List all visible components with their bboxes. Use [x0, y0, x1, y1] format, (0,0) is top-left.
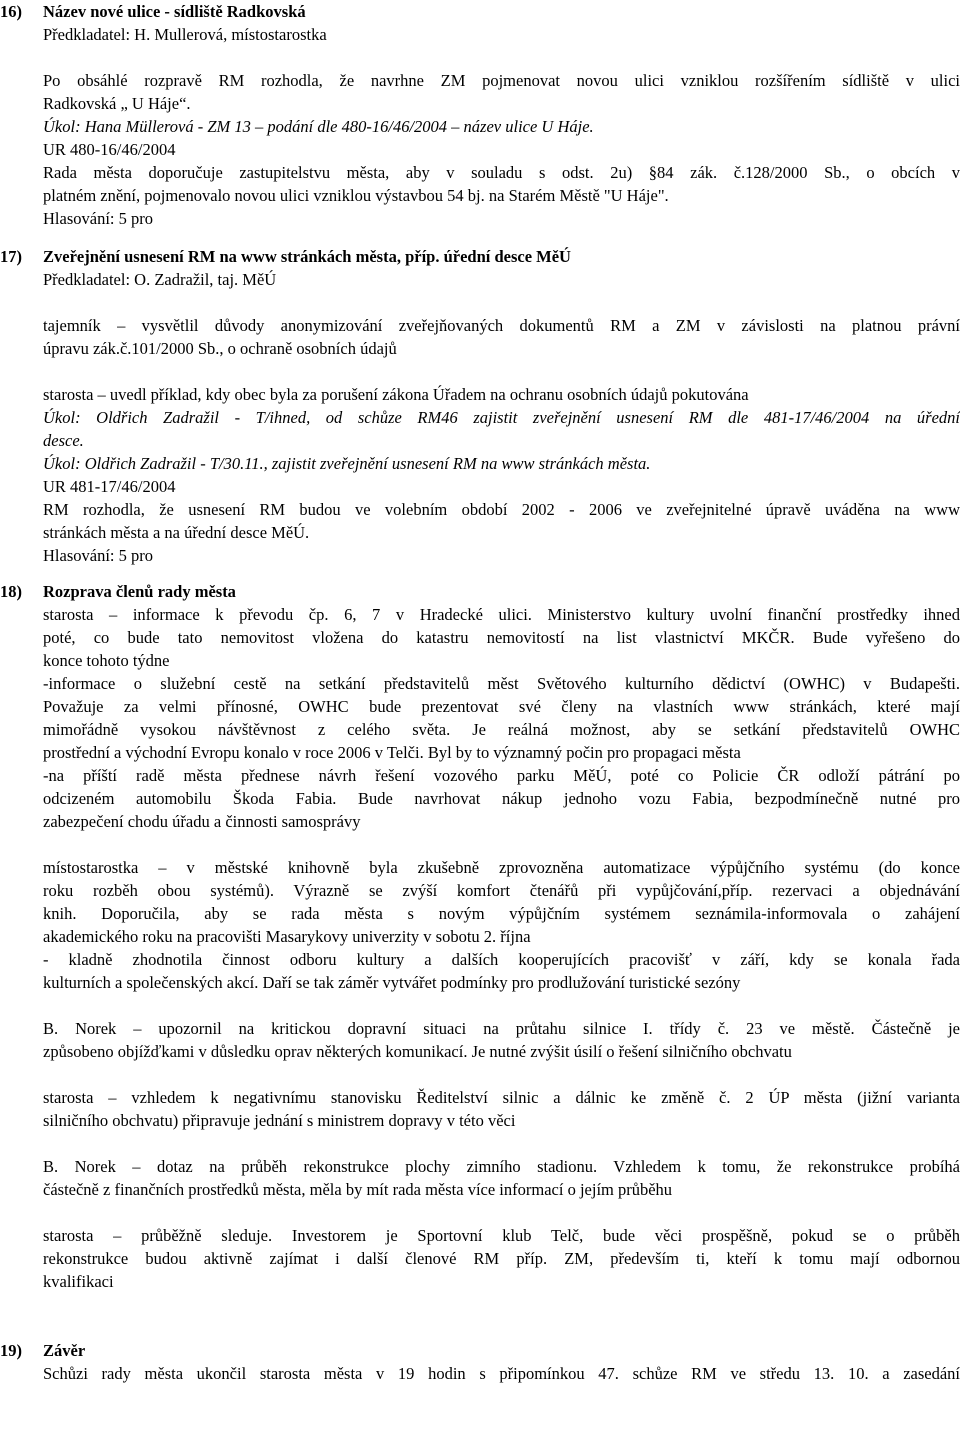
- section-title: Rozprava členů rady města: [43, 582, 236, 601]
- paragraph-line: konce tohoto týdne: [43, 651, 170, 670]
- resolution-number: UR 481-17/46/2004: [43, 477, 176, 496]
- paragraph-line: zabezpečení chodu úřadu a činnosti samosprávy: [43, 812, 361, 831]
- paragraph-line: kvalifikaci: [43, 1272, 114, 1291]
- section-17: [0, 245, 960, 567]
- section-number: 18): [0, 582, 22, 601]
- section-17-header: [0, 245, 960, 268]
- vote-line: Hlasování: 5 pro: [43, 209, 153, 228]
- paragraph-line: částečně z finančních prostředků města, měla by mít rada města více informací o jejím průběhu: [43, 1180, 673, 1199]
- section-title: Závěr: [43, 1341, 86, 1360]
- paragraph-line: Schůzi rady města ukončil starosta města v 19 hodin s připomínkou 47. schůze RM ve středu 13. 10. a zasedání: [43, 1364, 960, 1383]
- paragraph-line: mimořádně vysokou návštěvnost z celého světa. Je reálná možnost, aby se setkání představitelů OWHC: [43, 720, 960, 739]
- paragraph-line: RM rozhodla, že usnesení RM budou ve volebním období 2002 - 2006 ve zveřejnitelné úpravě uváděna na www: [43, 500, 960, 519]
- section-16-header: [0, 0, 960, 23]
- paragraph-line: B. Norek – dotaz na průběh rekonstrukce plochy zimního stadionu. Vzhledem k tomu, že rekonstrukce probíhá: [43, 1157, 960, 1176]
- paragraph-line: stránkách města a na úřední desce MěÚ.: [43, 523, 310, 542]
- paragraph-line: způsobeno objížďkami v důsledku oprav některých komunikací. Je nutné zvýšit úsilí o řešení silničního obchvatu: [43, 1042, 792, 1061]
- paragraph-line: rekonstrukce budou aktivně zajímat i další členové RM příp. ZM, především ti, kteří k tomu mají odbornou: [43, 1249, 960, 1268]
- paragraph-line: Po obsáhlé rozpravě RM rozhodla, že navrhne ZM pojmenovat novou ulici vzniklou rozšířením sídliště v ulici: [43, 71, 960, 90]
- paragraph-line: Rada města doporučuje zastupitelstvu města, aby v souladu s odst. 2u) §84 zák. č.128/2000 Sb., o obcích v: [43, 163, 960, 182]
- section-16: [0, 0, 960, 230]
- task-line: Úkol: Hana Müllerová - ZM 13 – podání dle 480-16/46/2004 – název ulice U Háje.: [43, 117, 594, 136]
- paragraph-line: starosta – vzhledem k negativnímu stanovisku Ředitelství silnic a dálnic ke změně č. 2 ÚP města (jižní varianta: [43, 1088, 960, 1107]
- paragraph-line: starosta – informace k převodu čp. 6, 7 v Hradecké ulici. Ministerstvo kultury uvolní finanční prostředky ihned: [43, 605, 960, 624]
- section-number: 16): [0, 2, 22, 21]
- presenter-line: Předkladatel: O. Zadražil, taj. MěÚ: [43, 270, 277, 289]
- paragraph-line: Radkovská „ U Háje“.: [43, 94, 191, 113]
- task-line: Úkol: Oldřich Zadražil - T/30.11., zajistit zveřejnění usnesení RM na www stránkách města.: [43, 454, 651, 473]
- section-number: 17): [0, 247, 22, 266]
- section-19: [0, 1339, 960, 1385]
- paragraph-line: platném znění, pojmenovalo novou ulici vzniklou výstavbou 54 bj. na Starém Městě "U Háje".: [43, 186, 669, 205]
- paragraph-line: akademického roku na pracovišti Masarykovy univerzity v sobotu 2. října: [43, 927, 531, 946]
- section-19-header: [0, 1339, 960, 1362]
- presenter-line: Předkladatel: H. Mullerová, místostarostka: [43, 25, 327, 44]
- paragraph-line: tajemník – vysvětlil důvody anonymizování zveřejňovaných dokumentů RM a ZM v závislosti na platnou právní: [43, 316, 960, 335]
- resolution-number: UR 480-16/46/2004: [43, 140, 176, 159]
- paragraph-line: místostarostka – v městské knihovně byla zkušebně zprovozněna automatizace výpůjčního systému (do konce: [43, 858, 960, 877]
- paragraph-line: poté, co bude tato nemovitost vložena do katastru nemovitostí na list vlastnictví MKČR. Bude vyřešeno do: [43, 628, 960, 647]
- paragraph-line: kulturních a společenských akcí. Daří se tak záměr vytvářet podmínky pro prodlužování turistické sezóny: [43, 973, 741, 992]
- paragraph-line: roku rozběh obou systémů). Výrazně se zvýší komfort čtenářů při vypůjčování,příp. rezervaci a objednávání: [43, 881, 960, 900]
- paragraph-line: - kladně zhodnotila činnost odboru kultury a dalších kooperujících pracovišť v září, kdy se konala řada: [43, 950, 960, 969]
- task-line: desce.: [43, 431, 84, 450]
- section-title: Zveřejnění usnesení RM na www stránkách města, příp. úřední desce MěÚ: [43, 247, 571, 266]
- paragraph-line: silničního obchvatu) připravuje jednání s ministrem dopravy v této věci: [43, 1111, 516, 1130]
- section-18: [0, 580, 960, 1293]
- paragraph-line: starosta – uvedl příklad, kdy obec byla za porušení zákona Úřadem na ochranu osobních údajů pokutována: [43, 385, 749, 404]
- paragraph-line: knih. Doporučila, aby se rada města s novým výpůjčním systémem seznámila-informovala o zahájení: [43, 904, 960, 923]
- section-18-header: [0, 580, 960, 603]
- paragraph-line: prostřední a východní Evropu konalo v roce 2006 v Telči. Byl by to významný počin pro propagaci města: [43, 743, 741, 762]
- paragraph-line: úpravu zák.č.101/2000 Sb., o ochraně osobních údajů: [43, 339, 397, 358]
- section-number: 19): [0, 1341, 22, 1360]
- paragraph-line: odcizeném automobilu Škoda Fabia. Bude navrhovat nákup jednoho vozu Fabia, bezpodmínečně nutné pro: [43, 789, 960, 808]
- paragraph-line: Považuje za velmi přínosné, OWHC bude prezentovat své členy na vlastních www stránkách, které mají: [43, 697, 960, 716]
- section-title: Název nové ulice - sídliště Radkovská: [43, 2, 306, 21]
- task-line: Úkol: Oldřich Zadražil - T/ihned, od schůze RM46 zajistit zveřejnění usnesení RM dle 481-17/46/2004 na úřední: [43, 408, 960, 427]
- vote-line: Hlasování: 5 pro: [43, 546, 153, 565]
- paragraph-line: B. Norek – upozornil na kritickou dopravní situaci na průtahu silnice I. třídy č. 23 ve městě. Částečně je: [43, 1019, 960, 1038]
- paragraph-line: -na příští radě města přednese návrh řešení vozového parku MěÚ, poté co Policie ČR odloží pátrání po: [43, 766, 960, 785]
- paragraph-line: starosta – průběžně sleduje. Investorem je Sportovní klub Telč, bude věci prospěšně, pokud se o průběh: [43, 1226, 960, 1245]
- paragraph-line: -informace o služební cestě na setkání představitelů měst Světového kulturního dědictví (OWHC) v Budapešti.: [43, 674, 960, 693]
